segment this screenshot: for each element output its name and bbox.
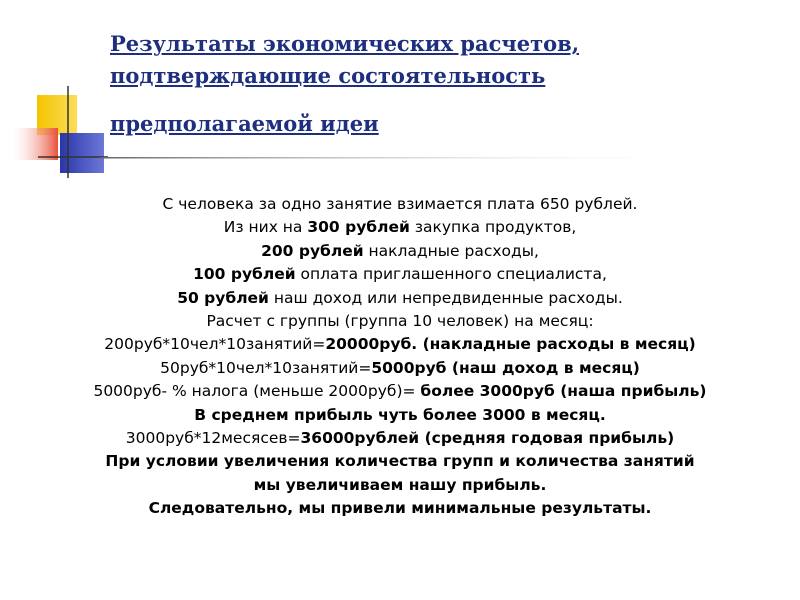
body-text: 50руб*10чел*10занятий= [160,358,372,377]
body-text-bold: 300 рублей [307,218,410,237]
body-text: Расчет с группы (группа 10 человек) на месяц: [206,312,594,331]
blue-square [60,133,104,173]
slide-title [110,28,710,140]
body-text-bold: 20000руб. (накладные расходы в месяц) [325,335,696,354]
body-line [0,450,800,473]
slide-body-text [0,193,800,521]
body-text: Из них на [223,218,308,237]
body-line [0,287,800,310]
body-line [0,193,800,216]
body-line [0,497,800,520]
body-line [0,427,800,450]
body-text: наш доход или непредвиденные расходы. [268,288,623,307]
body-text-bold: При условии увеличения количества групп и количества занятий [105,452,695,471]
body-text: 200руб*10чел*10занятий= [104,335,326,354]
body-text: С человека за одно занятие взимается плата 650 рублей. [162,195,638,213]
title-line-3: предполагаемой идеи [110,111,379,136]
body-text-bold: 36000рублей (средняя годовая прибыль) [300,429,675,448]
body-text-bold: 5000руб (наш доход в месяц) [371,358,640,377]
body-text-bold: Следовательно, мы привели минимальные результаты. [148,499,652,518]
body-line [0,216,800,239]
title-line-1: Результаты экономических расчетов, [110,31,580,56]
red-square [12,128,58,160]
body-text: закупка продуктов, [409,218,577,237]
body-text-bold: 200 рублей [261,241,364,260]
body-line [0,240,800,263]
body-text: оплата приглашенного специалиста, [295,265,607,284]
body-line [0,310,800,333]
body-line [0,357,800,380]
body-text: 5000руб- % налога (меньше 2000руб)= [93,382,421,401]
horizontal-rule-fade [100,157,710,159]
body-line [0,333,800,356]
body-text-bold: 100 рублей [193,265,296,284]
body-line [0,404,800,427]
body-line [0,474,800,497]
body-text: накладные расходы, [363,241,539,260]
body-text-bold: мы увеличиваем нашу прибыль. [253,475,547,494]
body-text-bold: более 3000руб (наша прибыль) [420,382,707,401]
body-line [0,263,800,286]
body-text: 3000руб*12месясев= [125,429,301,448]
body-text-bold: 50 рублей [177,288,269,307]
title-line-2: подтверждающие состоятельность [110,63,546,88]
body-line [0,380,800,403]
body-text-bold: В среднем прибыль чуть более 3000 в месяц. [194,405,606,424]
